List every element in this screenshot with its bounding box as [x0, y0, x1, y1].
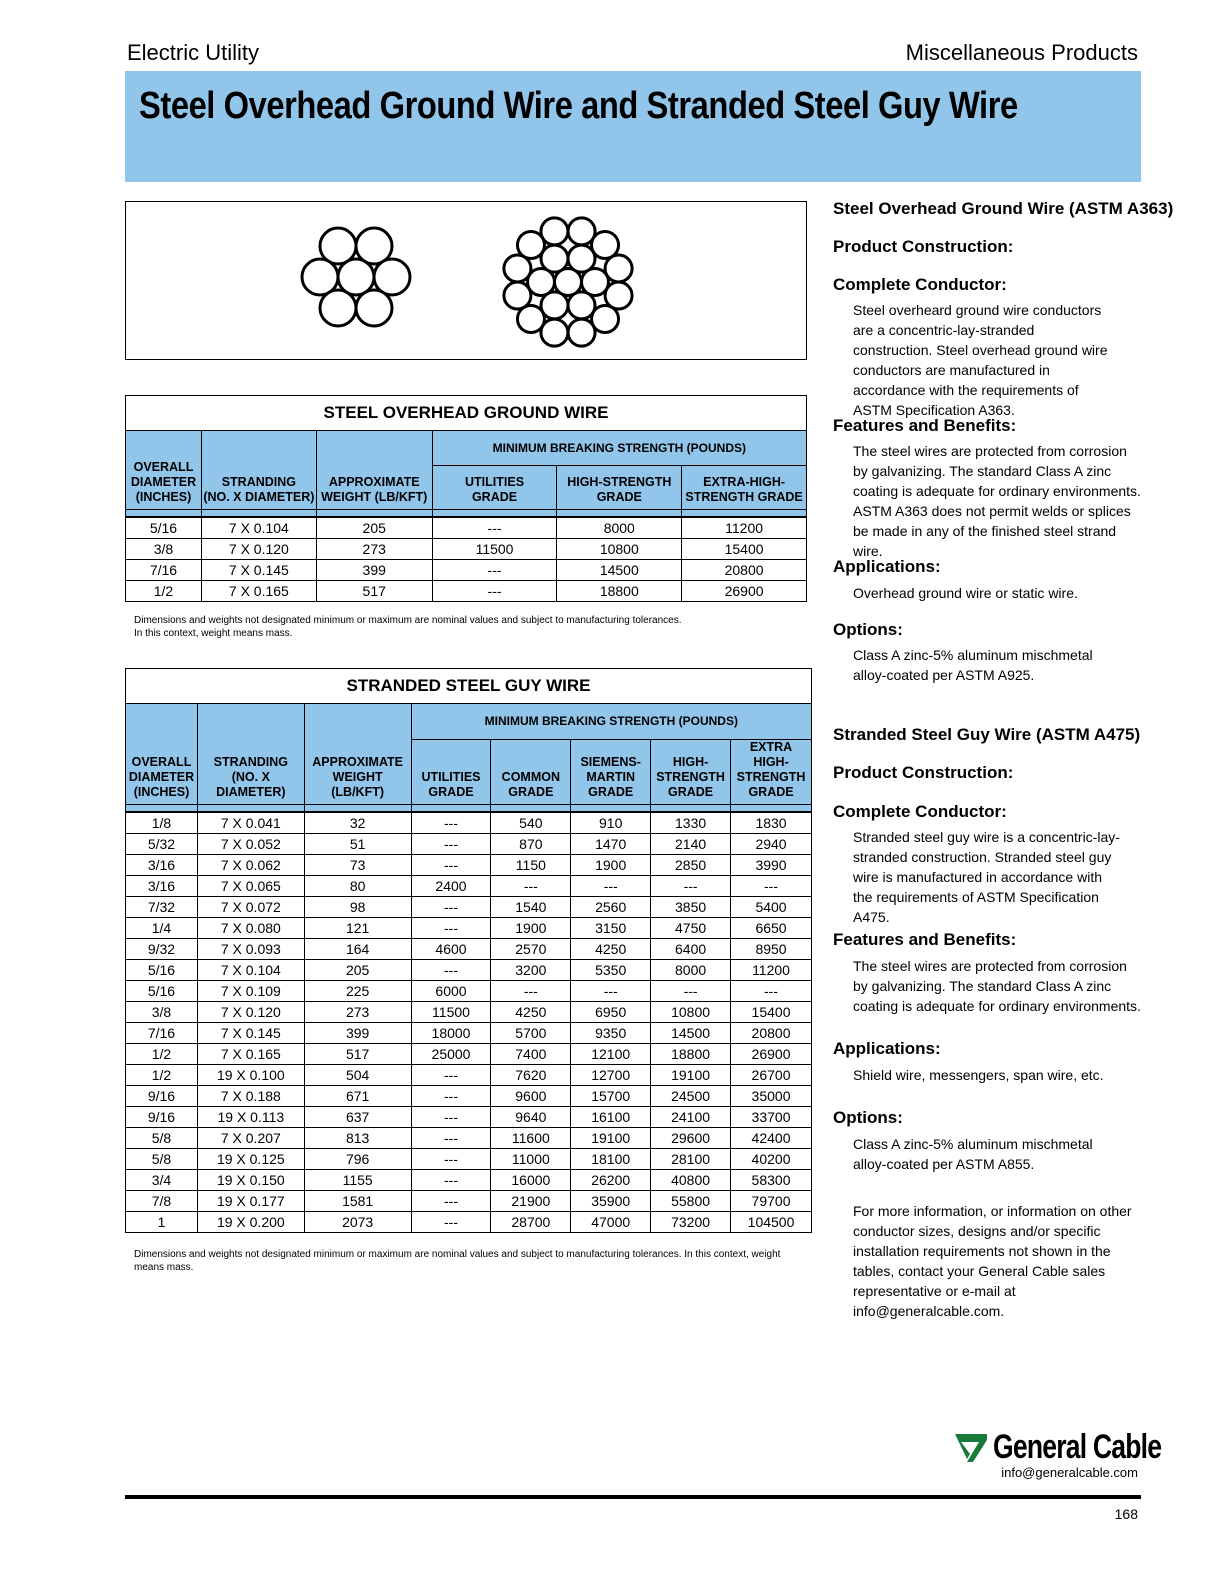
col-group-breaking-strength: MINIMUM BREAKING STRENGTH (POUNDS) [432, 431, 806, 466]
table-cell: 25000 [411, 1044, 491, 1065]
table-cell: --- [411, 1065, 491, 1086]
table-cell: 21900 [491, 1191, 571, 1212]
table-cell: 1581 [304, 1191, 411, 1212]
col-weight: APPROXIMATE WEIGHT (LB/KFT) [316, 431, 432, 510]
table-cell: --- [432, 560, 557, 581]
table-cell: 1/4 [126, 918, 198, 939]
table-row [126, 1149, 812, 1170]
table-cell: 29600 [651, 1128, 731, 1149]
table-cell: 1470 [571, 834, 651, 855]
table-cell: 26900 [731, 1044, 812, 1065]
table-row [126, 560, 807, 581]
table-cell: --- [651, 876, 731, 897]
table-cell: 35000 [731, 1086, 812, 1107]
table-cell: 7 X 0.080 [197, 918, 304, 939]
table-cell: 910 [571, 812, 651, 834]
table-cell: 205 [304, 960, 411, 981]
table-cell: 40800 [651, 1170, 731, 1191]
table-cell: 15700 [571, 1086, 651, 1107]
table-cell: --- [491, 981, 571, 1002]
table-cell: 5/8 [126, 1128, 198, 1149]
table-cell: 5700 [491, 1023, 571, 1044]
col-diameter: OVERALL DIAMETER (INCHES) [126, 704, 198, 805]
ground-wire-table [125, 395, 807, 602]
table-cell: 3/16 [126, 876, 198, 897]
table-cell: 5/16 [126, 960, 198, 981]
table-cell: 4250 [491, 1002, 571, 1023]
table-cell: 4600 [411, 939, 491, 960]
table-cell: 51 [304, 834, 411, 855]
features-benefits-text: The steel wires are protected from corrosion by galvanizing. The standard Class A zinc coating is adequate for ordinary environments. [853, 958, 1141, 1014]
table-cell: 121 [304, 918, 411, 939]
table-cell: 79700 [731, 1191, 812, 1212]
table-cell: 2940 [731, 834, 812, 855]
table-row [126, 1086, 812, 1107]
table-cell: 73 [304, 855, 411, 876]
table-cell: 47000 [571, 1212, 651, 1233]
table-row [126, 855, 812, 876]
table-cell: --- [411, 960, 491, 981]
table-cell: 1/2 [126, 1044, 198, 1065]
table-row [126, 1023, 812, 1044]
table-cell: --- [411, 1128, 491, 1149]
table-cell: 16000 [491, 1170, 571, 1191]
table-cell: 540 [491, 812, 571, 834]
table-cell: 7 X 0.093 [197, 939, 304, 960]
table-cell: 58300 [731, 1170, 812, 1191]
table-cell: 2850 [651, 855, 731, 876]
ground-wire-table-note: Dimensions and weights not designated minimum or maximum are nominal values and subject to manufacturing tolerances. In this context, weight means mass. [134, 615, 682, 639]
table-cell: --- [432, 517, 557, 539]
table-cell: 1330 [651, 812, 731, 834]
complete-conductor-heading: Complete Conductor: [833, 802, 1007, 821]
col-high-strength: HIGH- STRENGTH GRADE [651, 740, 731, 805]
ground-wire-section-title: Steel Overhead Ground Wire (ASTM A363) [833, 199, 1174, 218]
table-cell: 813 [304, 1128, 411, 1149]
table-cell: 7 X 0.052 [197, 834, 304, 855]
table-row [126, 876, 812, 897]
strand-cross-section-icons [126, 202, 808, 361]
table-cell: 20800 [731, 1023, 812, 1044]
table-cell: 9/32 [126, 939, 198, 960]
table-cell: 796 [304, 1149, 411, 1170]
table-cell: 11200 [682, 517, 807, 539]
complete-conductor-text: Steel overheard ground wire conductors are a concentric-lay-stranded construction. Steel overhead ground wire conductors are manufactured in accordance with the requirements of ASTM Specification A363. [853, 302, 1108, 418]
table-row [126, 981, 812, 1002]
table-cell: 11500 [411, 1002, 491, 1023]
col-extra-high-strength: EXTRA HIGH- STRENGTH GRADE [731, 740, 812, 805]
contact-info-text: For more information, or information on other conductor sizes, designs and/or specific installation requirements not shown in the tables, contact your General Cable sales representative or e-mail at info@generalcable.com. [853, 1203, 1132, 1319]
table-cell: 3/8 [126, 1002, 198, 1023]
table-cell: 11500 [432, 539, 557, 560]
table-cell: 6650 [731, 918, 812, 939]
table-cell: 11000 [491, 1149, 571, 1170]
table-cell: 5/16 [126, 517, 202, 539]
table-cell: 3/4 [126, 1170, 198, 1191]
table-cell: 20800 [682, 560, 807, 581]
table-cell: 1/2 [126, 581, 202, 602]
table-cell: 5/16 [126, 981, 198, 1002]
table-cell: 12100 [571, 1044, 651, 1065]
table-cell: 2073 [304, 1212, 411, 1233]
page-title: Steel Overhead Ground Wire and Stranded Steel Guy Wire [139, 85, 1018, 127]
table-cell: 5/32 [126, 834, 198, 855]
table-cell: 504 [304, 1065, 411, 1086]
table-cell: --- [411, 812, 491, 834]
table-row [126, 897, 812, 918]
table-cell: 5/8 [126, 1149, 198, 1170]
col-siemens-martin: SIEMENS- MARTIN GRADE [571, 740, 651, 805]
table-row [126, 1107, 812, 1128]
table-cell: --- [411, 1149, 491, 1170]
table-row [126, 1191, 812, 1212]
table-row [126, 834, 812, 855]
table-row [126, 1002, 812, 1023]
table-row [126, 1044, 812, 1065]
table-cell: 73200 [651, 1212, 731, 1233]
table-cell: 7 X 0.207 [197, 1128, 304, 1149]
table-cell: 33700 [731, 1107, 812, 1128]
col-utilities: UTILITIES GRADE [432, 466, 557, 510]
table-cell: --- [411, 1212, 491, 1233]
table-cell: --- [731, 981, 812, 1002]
table-cell: 5400 [731, 897, 812, 918]
guy-wire-table [125, 668, 812, 1233]
table-cell: 3150 [571, 918, 651, 939]
table-cell: 7/8 [126, 1191, 198, 1212]
product-construction-heading: Product Construction: [833, 763, 1014, 782]
nineteen-strand-icon [504, 218, 632, 346]
table-cell: 28100 [651, 1149, 731, 1170]
table-cell: 7 X 0.062 [197, 855, 304, 876]
table-cell: 1830 [731, 812, 812, 834]
table-cell: 10800 [557, 539, 682, 560]
table-cell: 399 [316, 560, 432, 581]
ground-wire-table-title: STEEL OVERHEAD GROUND WIRE [126, 396, 807, 431]
table-cell: 2560 [571, 897, 651, 918]
table-cell: 32 [304, 812, 411, 834]
table-cell: 26200 [571, 1170, 651, 1191]
table-cell: 399 [304, 1023, 411, 1044]
table-row [126, 517, 807, 539]
brand-name: General Cable [993, 1428, 1162, 1466]
col-utilities: UTILITIES GRADE [411, 740, 491, 805]
features-benefits-text: The steel wires are protected from corrosion by galvanizing. The standard Class A zinc coating is adequate for ordinary environments. ASTM A363 does not permit welds or splices be made in any of the finished steel strand wire. [853, 443, 1141, 559]
applications-text: Overhead ground wire or static wire. [853, 585, 1078, 601]
table-cell: 9600 [491, 1086, 571, 1107]
table-cell: 6950 [571, 1002, 651, 1023]
table-cell: 7 X 0.065 [197, 876, 304, 897]
table-cell: 104500 [731, 1212, 812, 1233]
table-cell: 870 [491, 834, 571, 855]
table-cell: 9/16 [126, 1086, 198, 1107]
table-cell: 517 [304, 1044, 411, 1065]
options-heading: Options: [833, 1108, 903, 1127]
table-cell: 26900 [682, 581, 807, 602]
table-cell: 7 X 0.104 [197, 960, 304, 981]
table-cell: 9640 [491, 1107, 571, 1128]
title-banner [125, 71, 1141, 182]
table-cell: 7 X 0.145 [201, 560, 316, 581]
table-cell: 7 X 0.145 [197, 1023, 304, 1044]
strand-diagram-box [125, 201, 807, 360]
table-cell: 7 X 0.104 [201, 517, 316, 539]
table-cell: 273 [316, 539, 432, 560]
table-cell: 19 X 0.177 [197, 1191, 304, 1212]
table-cell: 3/16 [126, 855, 198, 876]
table-cell: 1/2 [126, 1065, 198, 1086]
table-cell: 40200 [731, 1149, 812, 1170]
table-row [126, 1128, 812, 1149]
footer-rule [125, 1495, 1141, 1499]
table-cell: --- [411, 1170, 491, 1191]
table-cell: 3990 [731, 855, 812, 876]
table-cell: --- [411, 918, 491, 939]
table-cell: 18100 [571, 1149, 651, 1170]
table-row [126, 1065, 812, 1086]
applications-heading: Applications: [833, 557, 941, 576]
table-cell: 1540 [491, 897, 571, 918]
table-cell: 2400 [411, 876, 491, 897]
col-common: COMMON GRADE [491, 740, 571, 805]
table-cell: 14500 [651, 1023, 731, 1044]
table-cell: --- [411, 897, 491, 918]
table-cell: 19 X 0.113 [197, 1107, 304, 1128]
table-cell: --- [411, 1086, 491, 1107]
table-cell: --- [491, 876, 571, 897]
guy-wire-table-note: Dimensions and weights not designated minimum or maximum are nominal values and subject to manufacturing tolerances. In this context, weight means mass. [134, 1249, 781, 1273]
table-cell: 1 [126, 1212, 198, 1233]
table-cell: 10800 [651, 1002, 731, 1023]
table-cell: --- [411, 855, 491, 876]
table-cell: 7 X 0.120 [197, 1002, 304, 1023]
applications-heading: Applications: [833, 1039, 941, 1058]
table-cell: 1/8 [126, 812, 198, 834]
table-cell: 12700 [571, 1065, 651, 1086]
guy-wire-section-title: Stranded Steel Guy Wire (ASTM A475) [833, 725, 1141, 744]
table-cell: 18000 [411, 1023, 491, 1044]
table-cell: 28700 [491, 1212, 571, 1233]
table-cell: 1150 [491, 855, 571, 876]
table-cell: 4750 [651, 918, 731, 939]
table-cell: --- [571, 981, 651, 1002]
table-row [126, 918, 812, 939]
table-cell: 164 [304, 939, 411, 960]
table-cell: --- [411, 834, 491, 855]
table-cell: 273 [304, 1002, 411, 1023]
table-cell: 42400 [731, 1128, 812, 1149]
table-cell: 7/32 [126, 897, 198, 918]
table-cell: 18800 [651, 1044, 731, 1065]
table-cell: 2140 [651, 834, 731, 855]
table-cell: 18800 [557, 581, 682, 602]
table-cell: 35900 [571, 1191, 651, 1212]
table-cell: 11200 [731, 960, 812, 981]
table-cell: 14500 [557, 560, 682, 581]
table-cell: 6000 [411, 981, 491, 1002]
table-cell: 3/8 [126, 539, 202, 560]
col-high-strength: HIGH-STRENGTH GRADE [557, 466, 682, 510]
applications-text: Shield wire, messengers, span wire, etc. [853, 1067, 1104, 1083]
table-cell: 7 X 0.109 [197, 981, 304, 1002]
table-row [126, 1212, 812, 1233]
col-extra-high-strength: EXTRA-HIGH- STRENGTH GRADE [682, 466, 807, 510]
table-cell: 6400 [651, 939, 731, 960]
table-cell: 9350 [571, 1023, 651, 1044]
table-cell: --- [411, 1191, 491, 1212]
table-cell: 19 X 0.200 [197, 1212, 304, 1233]
options-text: Class A zinc-5% aluminum mischmetal alloy-coated per ASTM A925. [853, 647, 1093, 683]
table-cell: 1900 [491, 918, 571, 939]
col-stranding: STRANDING (NO. X DIAMETER) [201, 431, 316, 510]
table-cell: 7400 [491, 1044, 571, 1065]
table-cell: 80 [304, 876, 411, 897]
col-diameter: OVERALL DIAMETER (INCHES) [126, 431, 202, 510]
table-cell: 7 X 0.165 [197, 1044, 304, 1065]
table-cell: 15400 [682, 539, 807, 560]
table-cell: 7 X 0.188 [197, 1086, 304, 1107]
table-cell: 1900 [571, 855, 651, 876]
table-row [126, 812, 812, 834]
table-cell: 19 X 0.150 [197, 1170, 304, 1191]
table-cell: --- [411, 1107, 491, 1128]
table-cell: 1155 [304, 1170, 411, 1191]
table-cell: 15400 [731, 1002, 812, 1023]
features-benefits-heading: Features and Benefits: [833, 416, 1017, 435]
table-cell: 98 [304, 897, 411, 918]
table-cell: 5350 [571, 960, 651, 981]
table-cell: --- [571, 876, 651, 897]
table-cell: 24100 [651, 1107, 731, 1128]
table-cell: 7/16 [126, 560, 202, 581]
table-cell: 225 [304, 981, 411, 1002]
table-cell: 3200 [491, 960, 571, 981]
header-category-label: Miscellaneous Products [905, 40, 1138, 65]
features-benefits-heading: Features and Benefits: [833, 930, 1017, 949]
seven-strand-icon [302, 228, 410, 326]
complete-conductor-text: Stranded steel guy wire is a concentric-lay-stranded construction. Stranded steel guy wire is manufactured in accordance with the requirements of ASTM Specification A475. [853, 829, 1120, 925]
table-cell: 205 [316, 517, 432, 539]
table-cell: 8000 [557, 517, 682, 539]
table-cell: 19 X 0.125 [197, 1149, 304, 1170]
table-cell: 7620 [491, 1065, 571, 1086]
options-text: Class A zinc-5% aluminum mischmetal alloy-coated per ASTM A855. [853, 1136, 1093, 1172]
col-stranding: STRANDING (NO. X DIAMETER) [197, 704, 304, 805]
table-row [126, 581, 807, 602]
table-cell: 9/16 [126, 1107, 198, 1128]
table-cell: 2570 [491, 939, 571, 960]
table-cell: 26700 [731, 1065, 812, 1086]
options-heading: Options: [833, 620, 903, 639]
general-cable-logo-icon [953, 1430, 989, 1466]
table-cell: 19100 [651, 1065, 731, 1086]
table-cell: 19 X 0.100 [197, 1065, 304, 1086]
table-cell: 7 X 0.120 [201, 539, 316, 560]
page-number: 168 [1114, 1506, 1138, 1522]
col-weight: APPROXIMATE WEIGHT (LB/KFT) [304, 704, 411, 805]
table-cell: 19100 [571, 1128, 651, 1149]
table-row [126, 960, 812, 981]
table-cell: 8000 [651, 960, 731, 981]
table-cell: 7/16 [126, 1023, 198, 1044]
table-cell: 16100 [571, 1107, 651, 1128]
table-cell: 55800 [651, 1191, 731, 1212]
table-cell: 3850 [651, 897, 731, 918]
guy-wire-table-title: STRANDED STEEL GUY WIRE [126, 669, 812, 704]
product-construction-heading: Product Construction: [833, 237, 1014, 256]
table-cell: 7 X 0.165 [201, 581, 316, 602]
table-cell: 8950 [731, 939, 812, 960]
header-section-label: Electric Utility [127, 40, 260, 65]
table-cell: --- [432, 581, 557, 602]
table-cell: --- [651, 981, 731, 1002]
table-row [126, 939, 812, 960]
table-cell: 7 X 0.072 [197, 897, 304, 918]
table-cell: 11600 [491, 1128, 571, 1149]
table-cell: 517 [316, 581, 432, 602]
table-cell: 24500 [651, 1086, 731, 1107]
col-group-breaking-strength: MINIMUM BREAKING STRENGTH (POUNDS) [411, 704, 811, 740]
complete-conductor-heading: Complete Conductor: [833, 275, 1007, 294]
table-cell: 637 [304, 1107, 411, 1128]
footer-email: info@generalcable.com [1001, 1465, 1138, 1480]
table-row [126, 539, 807, 560]
table-row [126, 1170, 812, 1191]
table-cell: 671 [304, 1086, 411, 1107]
table-cell: 7 X 0.041 [197, 812, 304, 834]
table-cell: 4250 [571, 939, 651, 960]
table-cell: --- [731, 876, 812, 897]
